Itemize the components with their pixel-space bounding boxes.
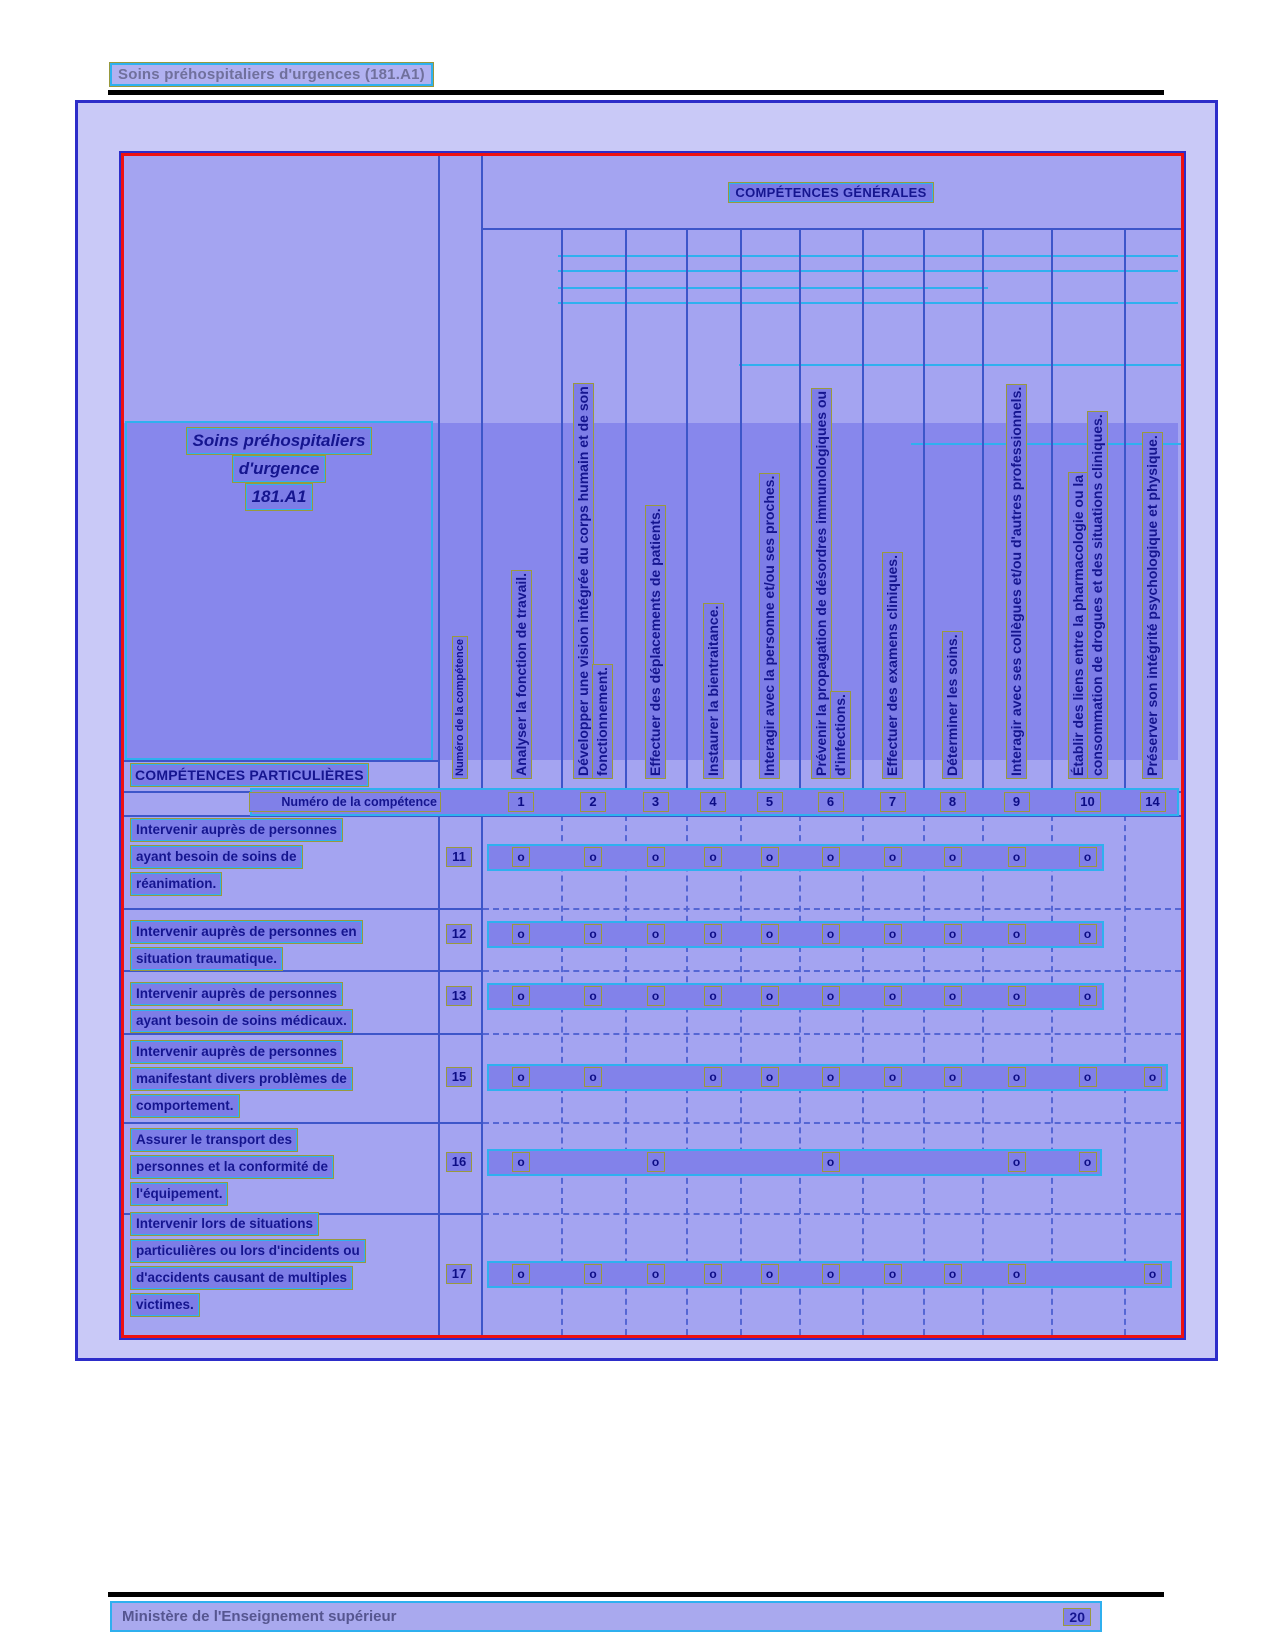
mark-o: o [762,1068,778,1086]
mark-o: o [705,925,721,943]
row-separator-dashed [483,970,1181,972]
column-header-line: consommation de drogues et des situations cliniques. [1088,414,1105,776]
bottom-rule [108,1592,1164,1597]
mark-o: o [648,987,664,1005]
column-header-rotated [982,228,1051,786]
program-title-line: 181.A1 [246,484,313,510]
column-header-rotated [740,228,799,786]
mark-o: o [885,1265,901,1283]
column-header-line: Développer une vision intégrée du corps humain et de son [575,386,591,776]
row-separator [124,970,483,972]
general-competency-column [740,228,799,786]
mark-o: o [945,1265,961,1283]
mark-o: o [513,925,529,943]
row-label-line: ayant besoin de soins de [131,846,302,868]
column-header-line: Prévenir la propagation de désordres immunologiques ou [812,390,829,776]
row-separator-dashed [483,908,1181,910]
row-separator-dashed [483,1122,1181,1124]
mark-o: o [945,1068,961,1086]
row-label-line: Intervenir auprès de personnes [131,1041,342,1063]
column-header-rotated [923,228,982,786]
competency-number: 1 [509,793,533,811]
column-header-line: Interagir avec ses collègues et/ou d'autres professionnels. [1008,386,1024,776]
mark-o: o [823,848,839,866]
footer-ministry-label: Ministère de l'Enseignement supérieur [122,1608,397,1625]
mark-o: o [885,987,901,1005]
general-header-label: COMPÉTENCES GÉNÉRALES [729,183,932,202]
row-separator [124,908,483,910]
competency-matrix-table [121,153,1184,1338]
mark-o: o [823,1265,839,1283]
row-label-line: Assurer le transport des [131,1129,297,1151]
row-label-line: réanimation. [131,873,221,895]
row-label-line: situation traumatique. [131,948,282,970]
mark-o: o [885,1068,901,1086]
row-separator-dashed [483,1033,1181,1035]
content-panel [75,100,1218,1361]
mark-o: o [1080,1153,1096,1171]
mark-o: o [885,925,901,943]
row-label-line: comportement. [131,1095,239,1117]
mark-o: o [585,925,601,943]
row-label-line: victimes. [131,1294,199,1316]
competency-number: 9 [1005,793,1029,811]
column-header-line: Établir des liens entre la pharmacologie ou la [1069,474,1086,776]
row-number: 13 [447,987,471,1005]
column-header-line: Analyser la fonction de travail. [512,572,529,776]
mark-o: o [762,987,778,1005]
footer-page-number: 20 [1064,1609,1090,1625]
mark-o: o [1080,925,1096,943]
general-competency-column [481,228,561,786]
row-label-line: manifestant divers problèmes de [131,1068,352,1090]
mark-o: o [1009,1068,1025,1086]
general-competency-column [1124,228,1181,786]
column-header-line: Interagir avec la personne et/ou ses proches. [761,475,777,776]
program-title-line-wrap [125,484,433,510]
mark-o: o [762,848,778,866]
mark-o: o [648,848,664,866]
mark-o: o [1080,987,1096,1005]
top-rule [108,90,1164,95]
row-label-line: d'accidents causant de multiples [131,1267,352,1289]
mark-o: o [945,987,961,1005]
column-header-rotated [1051,228,1124,786]
row-number: 11 [447,848,471,866]
row-label-line: Intervenir lors de situations [131,1213,318,1235]
mark-o: o [513,987,529,1005]
mark-o: o [648,925,664,943]
row-label-line: particulières ou lors d'incidents ou [131,1240,365,1262]
row-label-line: Intervenir auprès de personnes [131,819,342,841]
competency-number: 14 [1141,793,1165,811]
general-competency-column [625,228,686,786]
mark-o: o [823,987,839,1005]
program-title-line-wrap [125,428,433,454]
row-number: 15 [447,1068,471,1086]
mark-o: o [705,1068,721,1086]
general-competency-column [862,228,923,786]
mark-o: o [513,848,529,866]
mark-o: o [585,1068,601,1086]
mark-o: o [585,848,601,866]
mark-o: o [513,1265,529,1283]
mark-o: o [705,1265,721,1283]
general-competency-column [561,228,625,786]
general-competency-column [799,228,862,786]
mark-o: o [1009,1153,1025,1171]
numero-column-label: Numéro de la compétence [453,639,466,776]
mark-o: o [823,1068,839,1086]
row-number: 12 [447,925,471,943]
mark-o: o [513,1068,529,1086]
competency-number: 7 [881,793,905,811]
general-competency-column [686,228,740,786]
general-header-cell [481,183,1181,207]
column-header-rotated [686,228,740,786]
column-header-line: Effectuer des déplacements de patients. [647,508,663,776]
mark-o: o [1009,987,1025,1005]
row-separator [124,1033,483,1035]
competency-number: 5 [758,793,782,811]
mark-o: o [705,848,721,866]
mark-o: o [823,1153,839,1171]
program-title-line-wrap [125,456,433,482]
competency-number: 6 [819,793,843,811]
mark-o: o [762,1265,778,1283]
general-competency-column [1051,228,1124,786]
mark-o: o [1009,925,1025,943]
mark-o: o [1080,848,1096,866]
particular-header-label: COMPÉTENCES PARTICULIÈRES [131,764,368,786]
row-label-line: Intervenir auprès de personnes en [131,921,362,943]
numero-column [438,228,481,786]
column-header-line: Préserver son intégrité psychologique et physique. [1144,435,1160,776]
page-header-title: Soins préhospitaliers d'urgences (181.A1) [110,63,433,86]
mark-o: o [585,987,601,1005]
column-header-line: Déterminer les soins. [944,634,960,776]
mark-o: o [823,925,839,943]
mark-o: o [1009,1265,1025,1283]
column-header-rotated [481,228,561,786]
mark-o: o [648,1153,664,1171]
column-header-rotated [561,228,625,786]
page-footer [110,1601,1102,1632]
program-title-line: d'urgence [233,456,326,482]
mark-o: o [648,1265,664,1283]
column-header-rotated [625,228,686,786]
competency-number: 4 [701,793,725,811]
program-title-line: Soins préhospitaliers [187,428,372,454]
general-competency-column [923,228,982,786]
numero-row-label: Numéro de la compétence [250,793,440,811]
grid-hline [124,760,438,762]
column-header-line: d'infections. [831,694,848,776]
row-label-line: l'équipement. [131,1183,227,1205]
row-separator [124,1122,483,1124]
competency-number: 2 [581,793,605,811]
mark-o: o [885,848,901,866]
column-header-line: fonctionnement. [594,667,610,776]
mark-o: o [945,848,961,866]
mark-o: o [1145,1068,1161,1086]
mark-o: o [945,925,961,943]
competency-number: 8 [941,793,965,811]
mark-o: o [585,1265,601,1283]
mark-o: o [1009,848,1025,866]
general-competency-column [982,228,1051,786]
mark-o: o [513,1153,529,1171]
competency-number: 10 [1076,793,1100,811]
row-label-line: personnes et la conformité de [131,1156,333,1178]
mark-o: o [1080,1068,1096,1086]
column-header-rotated [862,228,923,786]
mark-o: o [1145,1265,1161,1283]
column-header-rotated [799,228,862,786]
row-label-line: Intervenir auprès de personnes [131,983,342,1005]
row-number: 17 [447,1265,471,1283]
row-number: 16 [447,1153,471,1171]
mark-o: o [705,987,721,1005]
competency-number: 3 [644,793,668,811]
column-header-line: Instaurer la bientraitance. [704,605,721,776]
row-separator-dashed [483,1213,1181,1215]
row-label-line: ayant besoin de soins médicaux. [131,1010,352,1032]
numero-column-rotated [438,228,481,786]
mark-o: o [762,925,778,943]
column-header-line: Effectuer des examens cliniques. [884,555,900,776]
column-header-rotated [1124,228,1181,786]
